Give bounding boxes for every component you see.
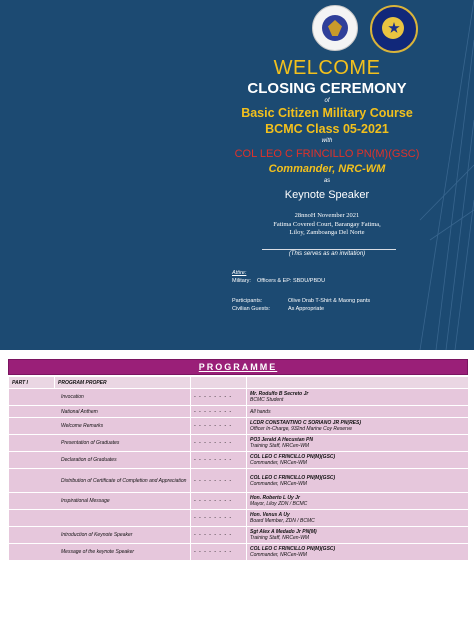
table-row	[9, 469, 469, 493]
speaker-detail: Mayor, Liloy ZDN / BCMC	[250, 501, 308, 507]
speaker-cell	[247, 435, 469, 452]
separator-cell: - - - - - - - -	[191, 510, 247, 527]
invitation-note: (This serves as an invitation)	[288, 251, 366, 257]
event-date: 28nnoH November 2021	[294, 212, 360, 219]
event-details	[232, 212, 422, 238]
separator-cell: - - - - - - - -	[191, 544, 247, 561]
speaker-name: COL LEO C FRINCILLO PN(M)(GSC)	[250, 474, 336, 481]
with-text: with	[321, 138, 333, 144]
speaker-detail: Commander, NRCen-WM	[250, 552, 307, 558]
divider	[262, 249, 396, 250]
speaker-name: COL LEO C FRINCILLO PN(M)(GSC)	[234, 148, 420, 160]
separator-cell: - - - - - - - -	[191, 406, 247, 418]
activity-label: Invocation	[61, 394, 84, 400]
activity-cell	[9, 510, 191, 527]
table-row	[9, 452, 469, 469]
activity-cell	[9, 418, 191, 435]
speaker-role: Keynote Speaker	[284, 189, 370, 201]
activity-label: Welcome Remarks	[61, 423, 104, 429]
separator-cell: - - - - - - - -	[191, 469, 247, 493]
civilian-label: Civilian Guests:	[232, 306, 271, 312]
military-label: Military:	[232, 278, 251, 284]
military-value: Officers & EP: SBDU/PBDU	[257, 278, 326, 284]
programme-title: PROGRAMME	[198, 362, 278, 372]
welcome-title: WELCOME	[273, 57, 381, 79]
programme-part-row	[9, 377, 469, 389]
speaker-name: Hon. Venus A Uy	[250, 512, 290, 518]
speaker-cell	[247, 406, 469, 418]
speaker-detail: Board Member, ZDN / BCMC	[250, 518, 315, 524]
speaker-name: PO3 Jerald A Hecustan PN	[250, 437, 313, 443]
attire-label: Attire:	[232, 270, 247, 276]
activity-label: Introduction of Keynote Speaker	[61, 532, 133, 538]
speaker-cell	[247, 527, 469, 544]
separator-cell: - - - - - - - -	[191, 435, 247, 452]
table-row	[9, 389, 469, 406]
participants-value: Olive Drab T-Shirt & Maong pants	[288, 298, 371, 304]
table-row	[9, 527, 469, 544]
speaker-name: LCDR CONSTANTINO C SORIANO JR PN(RES)	[250, 420, 362, 426]
activity-label: Message of the keynote Speaker	[61, 549, 135, 555]
activity-label: Presentation of Graduates	[61, 440, 120, 446]
speaker-detail: BCMC Student	[250, 397, 284, 403]
course-name: Basic Citizen Military Course	[241, 106, 413, 120]
speaker-detail: Commander, NRCen-WM	[250, 460, 307, 466]
activity-cell	[9, 469, 191, 493]
event-venue: Fatima Covered Court, Barangay Fatima,	[273, 220, 381, 228]
speaker-detail: Training Staff, NRCen-WM	[250, 443, 310, 449]
activity-label: National Anthem	[61, 408, 98, 415]
activity-label: Declaration of Graduates	[61, 457, 117, 463]
speaker-detail: All hands	[250, 408, 271, 415]
table-row	[9, 406, 469, 418]
participants-label: Participants:	[232, 298, 263, 304]
speaker-cell	[247, 389, 469, 406]
activity-cell	[9, 493, 191, 510]
table-row	[9, 418, 469, 435]
speaker-name: Hon. Roberto L Uy Jr	[250, 495, 300, 501]
speaker-cell	[247, 452, 469, 469]
table-row	[9, 493, 469, 510]
programme-section	[0, 350, 474, 632]
speaker-cell	[247, 510, 469, 527]
speaker-detail: Training Staff, NRCen-WM	[250, 535, 310, 541]
activity-label: Distribution of Certificate of Completion and Appreciation	[61, 477, 187, 484]
speaker-cell	[247, 469, 469, 493]
speaker-name: Sgt Alex A Medado Jr PN(M)	[250, 529, 317, 535]
part-title: PROGRAM PROPER	[55, 377, 191, 389]
speaker-name: COL LEO C FRINCILLO PN(M)(GSC)	[250, 546, 336, 552]
speaker-detail: Officer In-Charge, 932nd Marine Coy Reserve	[250, 426, 352, 432]
of-text: of	[324, 98, 330, 104]
activity-cell	[9, 527, 191, 544]
table-row	[9, 544, 469, 561]
separator-cell: - - - - - - - -	[191, 389, 247, 406]
separator-cell: - - - - - - - -	[191, 527, 247, 544]
reserve-center-logo	[370, 5, 418, 53]
event-location: Liloy, Zamboanga Del Norte	[289, 229, 365, 236]
separator-cell: - - - - - - - -	[191, 418, 247, 435]
class-name: BCMC Class 05-2021	[265, 122, 389, 136]
speaker-name: COL LEO C FRINCILLO PN(M)(GSC)	[250, 454, 336, 460]
activity-label: Inspirational Message	[61, 498, 110, 504]
speaker-detail: Commander, NRCen-WM	[250, 480, 307, 487]
part-label: PART I	[9, 377, 55, 389]
table-row	[9, 510, 469, 527]
separator-cell: - - - - - - - -	[191, 493, 247, 510]
separator-cell: - - - - - - - -	[191, 452, 247, 469]
activity-cell	[9, 435, 191, 452]
ceremony-title: CLOSING CEREMONY	[247, 80, 407, 97]
civilian-value: As Appropriate	[288, 306, 325, 312]
speaker-cell	[247, 493, 469, 510]
programme-header	[8, 359, 468, 375]
activity-cell	[9, 544, 191, 561]
speaker-title: Commander, NRC-WM	[268, 163, 386, 175]
table-row	[9, 435, 469, 452]
speaker-name: Mr. Rodulfo B Secreto Jr	[250, 391, 309, 397]
speaker-cell	[247, 544, 469, 561]
as-text: as	[323, 178, 331, 184]
navy-reserve-logo	[312, 5, 358, 51]
speaker-cell	[247, 418, 469, 435]
activity-cell	[9, 452, 191, 469]
activity-cell	[9, 389, 191, 406]
activity-cell	[9, 406, 191, 418]
programme-table	[8, 376, 469, 561]
